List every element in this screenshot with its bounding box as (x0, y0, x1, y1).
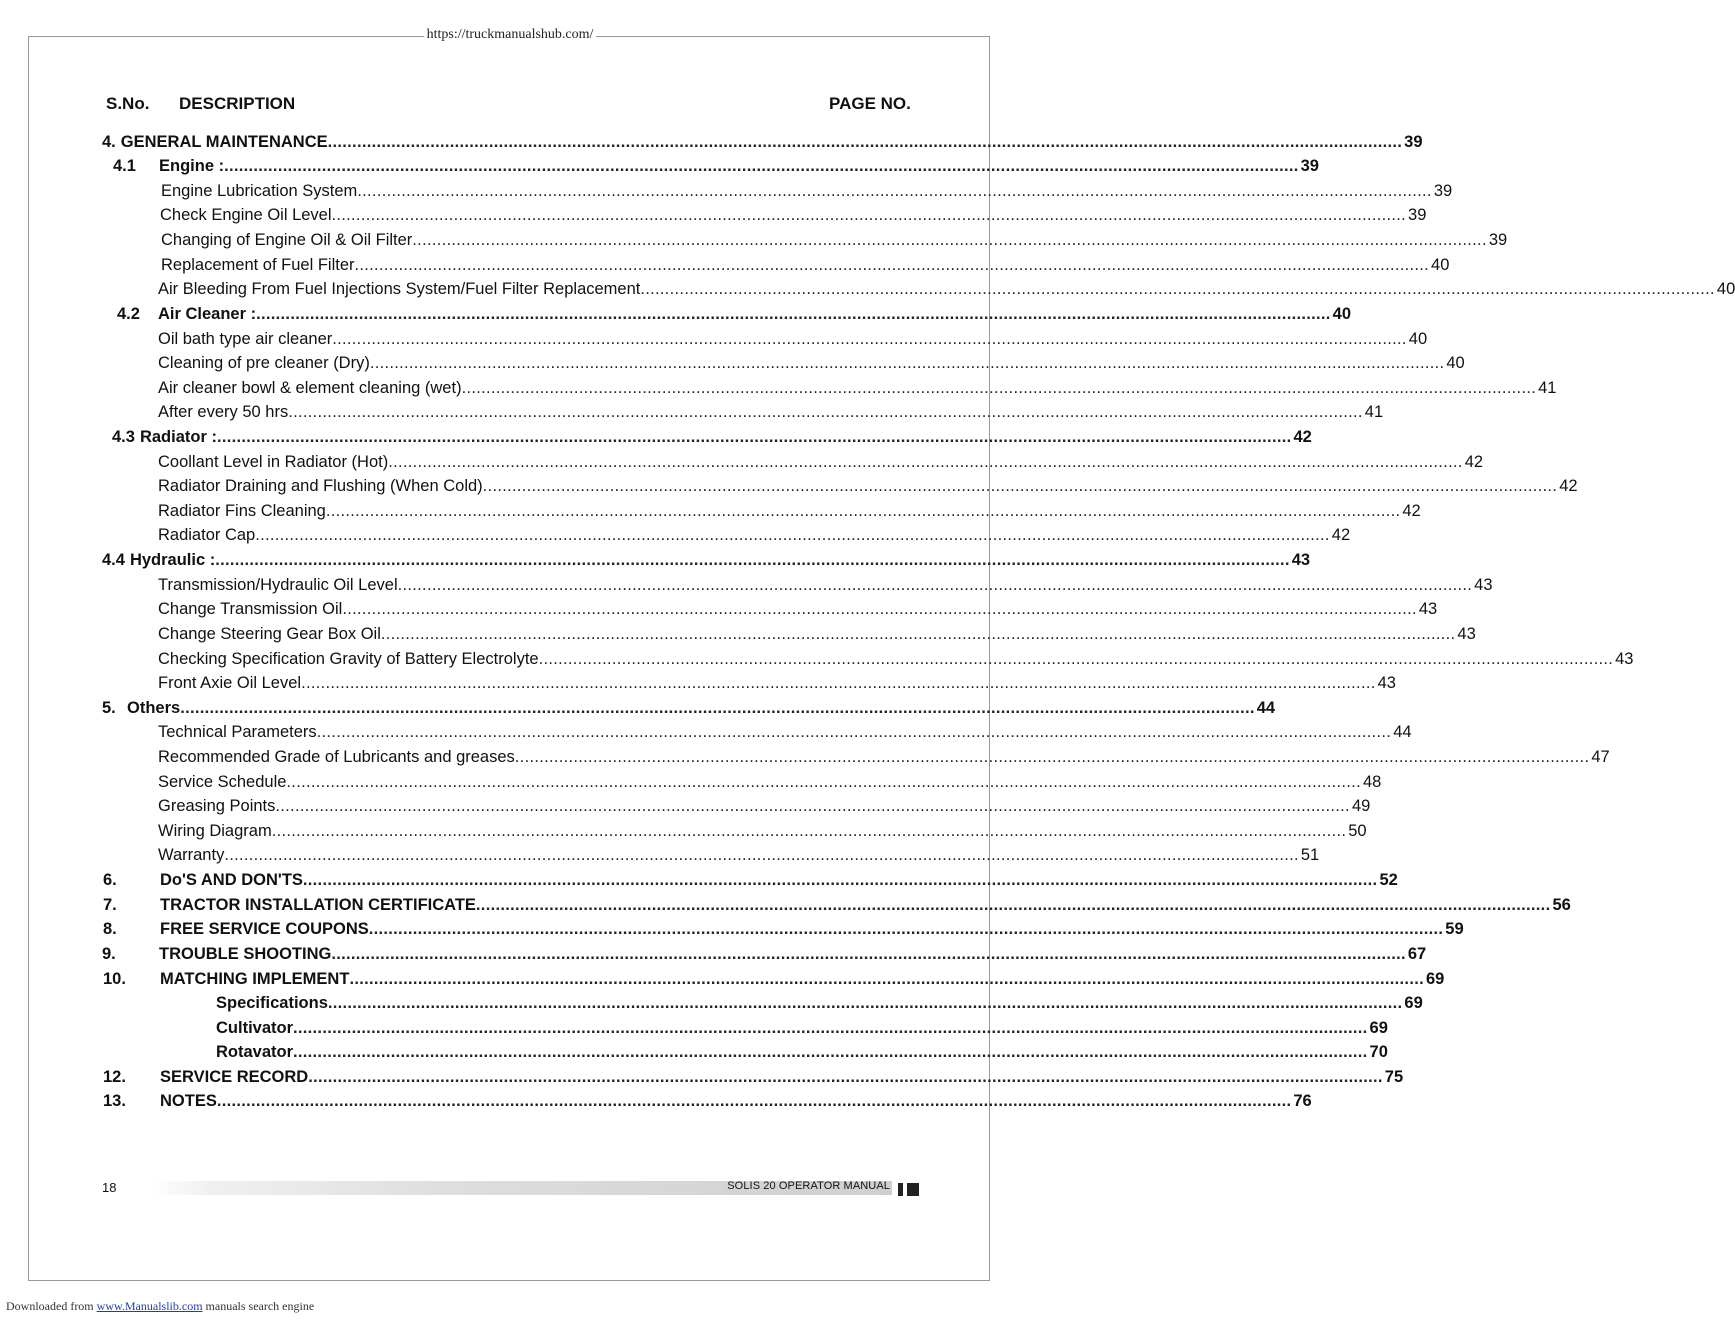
toc-entry[interactable] (158, 672, 1396, 694)
dot-leader: ............................................................................................................................................................................................................................ (357, 182, 1432, 200)
dot-leader: ............................................................................................................................................................................................................................ (327, 133, 1403, 151)
toc-entry-label: Transmission/Hydraulic Oil Level (158, 576, 398, 594)
toc-entry-page: 41 (1538, 379, 1557, 397)
dot-leader: ............................................................................................................................................................................................................................ (302, 871, 1378, 889)
toc-entry-label: FREE SERVICE COUPONS (160, 920, 369, 938)
toc-entry-label: NOTES (160, 1092, 217, 1110)
toc-entry-label: After every 50 hrs (158, 403, 289, 421)
toc-entry-number: 12. (103, 1068, 126, 1086)
footer-mark-small (898, 1183, 903, 1196)
toc-entry-number: 9. (102, 945, 116, 963)
toc-entry-page: 43 (1615, 650, 1634, 668)
toc-entry-label: Radiator Cap (158, 526, 256, 544)
toc-entry[interactable] (102, 131, 1423, 153)
toc-entry-label: GENERAL MAINTENANCE (120, 133, 328, 151)
toc-entry[interactable] (161, 229, 1508, 251)
toc-entry-page: 43 (1474, 576, 1493, 594)
toc-entry[interactable] (158, 451, 1484, 473)
toc-entry[interactable] (158, 771, 1382, 793)
dot-leader: ............................................................................................................................................................................................................................ (216, 1092, 1292, 1110)
toc-entry-page: 42 (1293, 428, 1312, 446)
dot-leader: ............................................................................................................................................................................................................................ (316, 723, 1392, 741)
dot-leader: ............................................................................................................................................................................................................................ (288, 403, 1363, 421)
toc-entry-page: 76 (1293, 1092, 1312, 1110)
toc-entry-label: Others (127, 699, 181, 717)
source-url[interactable]: https://truckmanualshub.com/ (0, 27, 1020, 43)
toc-entry-page: 40 (1332, 305, 1352, 323)
toc-entry[interactable] (158, 328, 1428, 350)
toc-entry-page: 39 (1300, 157, 1319, 175)
toc-entry[interactable] (158, 844, 1320, 866)
toc-entry[interactable] (216, 992, 1423, 1014)
dot-leader: ............................................................................................................................................................................................................................ (215, 551, 1290, 569)
toc-entry[interactable] (158, 795, 1371, 817)
dot-leader: ............................................................................................................................................................................................................................ (332, 330, 1407, 348)
toc-entry-label: Service Schedule (158, 773, 287, 791)
dot-leader: ............................................................................................................................................................................................................................ (412, 231, 1487, 249)
toc-entry[interactable] (158, 648, 1634, 670)
toc-entry[interactable] (158, 401, 1384, 423)
dot-leader: ............................................................................................................................................................................................................................ (286, 773, 1361, 791)
toc-entry-label: Cultivator (216, 1019, 294, 1037)
dot-leader: ............................................................................................................................................................................................................................ (380, 625, 1456, 643)
toc-entry-label: Air cleaner bowl & element cleaning (wet) (158, 379, 462, 397)
toc-entry-page: 40 (1716, 280, 1735, 298)
dot-leader: ............................................................................................................................................................................................................................ (461, 379, 1537, 397)
toc-entry-label: Engine : (159, 157, 225, 175)
toc-entry-page: 69 (1369, 1019, 1388, 1037)
toc-entry-label: Coollant Level in Radiator (Hot) (158, 453, 389, 471)
toc-entry-page: 42 (1402, 502, 1421, 520)
dot-leader: ............................................................................................................................................................................................................................ (255, 526, 1330, 544)
dot-leader: ............................................................................................................................................................................................................................ (293, 1019, 1368, 1037)
dot-leader: ............................................................................................................................................................................................................................ (354, 256, 1430, 274)
toc-entry[interactable] (102, 697, 1276, 719)
toc-entry-page: 49 (1351, 797, 1371, 815)
toc-entry-label: SERVICE RECORD (160, 1068, 309, 1086)
toc-entry-number: 8. (103, 920, 117, 938)
toc-entry-page: 43 (1291, 551, 1311, 569)
toc-entry-number: 6. (103, 871, 117, 889)
toc-entry[interactable] (103, 918, 1464, 940)
toc-entry[interactable] (158, 574, 1493, 596)
dot-leader: ............................................................................................................................................................................................................................ (640, 280, 1715, 298)
footer-mark-large (907, 1183, 919, 1196)
toc-entry-page: 39 (1433, 182, 1453, 200)
toc-entry-number: 13. (103, 1092, 126, 1110)
dot-leader: ............................................................................................................................................................................................................................ (397, 576, 1473, 594)
toc-entry[interactable] (161, 254, 1450, 276)
toc-entry[interactable] (102, 943, 1427, 965)
toc-entry-page: 41 (1364, 403, 1384, 421)
toc-entry-label: Wiring Diagram (158, 822, 272, 840)
toc-entry-page: 52 (1379, 871, 1398, 889)
toc-entry-label: Oil bath type air cleaner (158, 330, 333, 348)
toc-entry[interactable] (113, 155, 1319, 177)
toc-entry[interactable] (103, 1090, 1312, 1112)
toc-entry[interactable] (158, 377, 1557, 399)
dot-leader: ............................................................................................................................................................................................................................ (256, 305, 1331, 323)
toc-entry-label: Rotavator (216, 1043, 294, 1061)
toc-entry-page: 70 (1369, 1043, 1388, 1061)
toc-entry[interactable] (161, 180, 1453, 202)
dot-leader: ............................................................................................................................................................................................................................ (216, 428, 1292, 446)
column-header-description: DESCRIPTION (179, 94, 296, 113)
dot-leader: ............................................................................................................................................................................................................................ (538, 650, 1614, 668)
dot-leader: ............................................................................................................................................................................................................................ (308, 1068, 1383, 1086)
toc-entry-number: 4.1 (113, 157, 136, 175)
toc-entry-page: 75 (1384, 1068, 1404, 1086)
toc-entry-page: 59 (1445, 920, 1464, 938)
dot-leader: ............................................................................................................................................................................................................................ (514, 748, 1590, 766)
toc-entry-page: 40 (1408, 330, 1428, 348)
toc-entry-label: Warranty (158, 846, 225, 864)
toc-entry[interactable] (158, 352, 1465, 374)
toc-entry-page: 40 (1446, 354, 1465, 372)
toc-entry[interactable] (102, 549, 1311, 571)
toc-entry-number: 7. (103, 896, 117, 914)
dot-leader: ............................................................................................................................................................................................................................ (388, 453, 1463, 471)
toc-entry[interactable] (158, 623, 1476, 645)
toc-entry-number: 4.2 (117, 305, 140, 323)
toc-entry[interactable] (158, 721, 1412, 743)
toc-entry-page: 39 (1488, 231, 1508, 249)
toc-entry-page: 43 (1377, 674, 1396, 692)
toc-entry-label: Front Axie Oil Level (158, 674, 302, 692)
toc-entry[interactable] (103, 968, 1445, 990)
toc-entry[interactable] (158, 820, 1367, 842)
toc-entry-number: 4.4 (102, 551, 125, 569)
toc-entry-label: Engine Lubrication System (161, 182, 358, 200)
column-header-sno: S.No. (106, 94, 150, 113)
dot-leader: ............................................................................................................................................................................................................................ (224, 157, 1299, 175)
toc-entry-page: 69 (1425, 970, 1445, 988)
toc-entry[interactable] (216, 1017, 1388, 1039)
toc-entry-page: 40 (1431, 256, 1450, 274)
toc-entry-number: 5. (102, 699, 116, 717)
toc-entry-label: Check Engine Oil Level (160, 206, 332, 224)
dot-leader: ............................................................................................................................................................................................................................ (325, 502, 1401, 520)
dot-leader: ............................................................................................................................................................................................................................ (293, 1043, 1368, 1061)
dot-leader: ............................................................................................................................................................................................................................ (301, 674, 1376, 692)
toc-entry-label: Radiator Fins Cleaning (158, 502, 326, 520)
toc-entry-label: Hydraulic : (129, 551, 216, 569)
toc-entry-page: 42 (1464, 453, 1484, 471)
toc-entry-page: 42 (1331, 526, 1351, 544)
toc-entry-page: 56 (1552, 896, 1571, 914)
toc-entry-number: 4.3 (112, 428, 135, 446)
dot-leader: ............................................................................................................................................................................................................................ (342, 600, 1417, 618)
page-number: 18 (102, 1180, 117, 1195)
toc-entry-page: 42 (1559, 477, 1578, 495)
toc-entry-page: 69 (1404, 994, 1423, 1012)
toc-entry-label: Greasing Points (158, 797, 276, 815)
manualslib-link[interactable]: www.Manualslib.com (96, 1299, 203, 1313)
dot-leader: ............................................................................................................................................................................................................................ (368, 920, 1444, 938)
column-header-page: PAGE NO. (829, 94, 911, 113)
toc-entry-label: Changing of Engine Oil & Oil Filter (161, 231, 413, 249)
toc-entry-label: Air Cleaner : (158, 305, 257, 323)
toc-entry[interactable] (117, 303, 1352, 325)
toc-entry-label: Replacement of Fuel Filter (161, 256, 355, 274)
toc-entry[interactable] (158, 524, 1351, 546)
dot-leader: ............................................................................................................................................................................................................................ (331, 945, 1406, 963)
toc-entry-label: MATCHING IMPLEMENT (160, 970, 350, 988)
toc-entry-number: 4. (102, 133, 116, 151)
toc-entry-number: 10. (103, 970, 126, 988)
dot-leader: ............................................................................................................................................................................................................................ (475, 896, 1551, 914)
toc-entry[interactable] (103, 869, 1398, 891)
toc-entry-label: Change Steering Gear Box Oil (158, 625, 381, 643)
toc-entry[interactable] (158, 746, 1610, 768)
toc-entry-label: Radiator : (139, 428, 217, 446)
dot-leader: ............................................................................................................................................................................................................................ (482, 477, 1558, 495)
toc-entry-label: Specifications (216, 994, 328, 1012)
toc-entry-page: 48 (1362, 773, 1382, 791)
toc-entry-page: 39 (1404, 133, 1423, 151)
dot-leader: ............................................................................................................................................................................................................................ (331, 206, 1407, 224)
toc-entry-page: 44 (1393, 723, 1412, 741)
toc-entry-label: Air Bleeding From Fuel Injections System/Fuel Filter Replacement (158, 280, 641, 298)
toc-entry[interactable] (158, 475, 1578, 497)
toc-entry[interactable] (158, 598, 1438, 620)
dot-leader: ............................................................................................................................................................................................................................ (180, 699, 1255, 717)
toc-entry-label: Recommended Grade of Lubricants and greases (158, 748, 515, 766)
toc-entry[interactable] (216, 1041, 1388, 1063)
toc-entry-page: 47 (1591, 748, 1610, 766)
toc-entry-label: Technical Parameters (158, 723, 317, 741)
toc-entry-label: TROUBLE SHOOTING (159, 945, 332, 963)
toc-entry-page: 39 (1408, 206, 1427, 224)
toc-entry-label: Do'S AND DON'TS (160, 871, 303, 889)
toc-entry-label: Checking Specification Gravity of Battery Electrolyte (158, 650, 539, 668)
toc-entry[interactable] (112, 426, 1312, 448)
toc-entry-label: Radiator Draining and Flushing (When Cold) (158, 477, 483, 495)
toc-entry[interactable] (103, 1066, 1404, 1088)
toc-entry-page: 67 (1407, 945, 1427, 963)
toc-entry[interactable] (103, 894, 1571, 916)
download-notice: Downloaded from www.Manualslib.com manuals search engine (6, 1299, 315, 1313)
dot-leader: ............................................................................................................................................................................................................................ (224, 846, 1299, 864)
dot-leader: ............................................................................................................................................................................................................................ (275, 797, 1350, 815)
toc-entry-label: Change Transmission Oil (158, 600, 343, 618)
toc-entry-page: 44 (1256, 699, 1276, 717)
toc-entry-page: 51 (1300, 846, 1320, 864)
dot-leader: ............................................................................................................................................................................................................................ (349, 970, 1424, 988)
toc-entry-page: 43 (1457, 625, 1476, 643)
toc-entry-page: 50 (1348, 822, 1367, 840)
toc-entry-label: Cleaning of pre cleaner (Dry) (158, 354, 370, 372)
dot-leader: ............................................................................................................................................................................................................................ (271, 822, 1347, 840)
manual-title: SOLIS 20 OPERATOR MANUAL (727, 1180, 890, 1192)
toc-entry[interactable] (158, 278, 1735, 300)
toc-entry[interactable] (158, 500, 1421, 522)
toc-entry-label: TRACTOR INSTALLATION CERTIFICATE (160, 896, 476, 914)
toc-entry-page: 43 (1418, 600, 1438, 618)
dot-leader: ............................................................................................................................................................................................................................ (327, 994, 1403, 1012)
dot-leader: ............................................................................................................................................................................................................................ (369, 354, 1445, 372)
toc-entry[interactable] (160, 204, 1427, 226)
